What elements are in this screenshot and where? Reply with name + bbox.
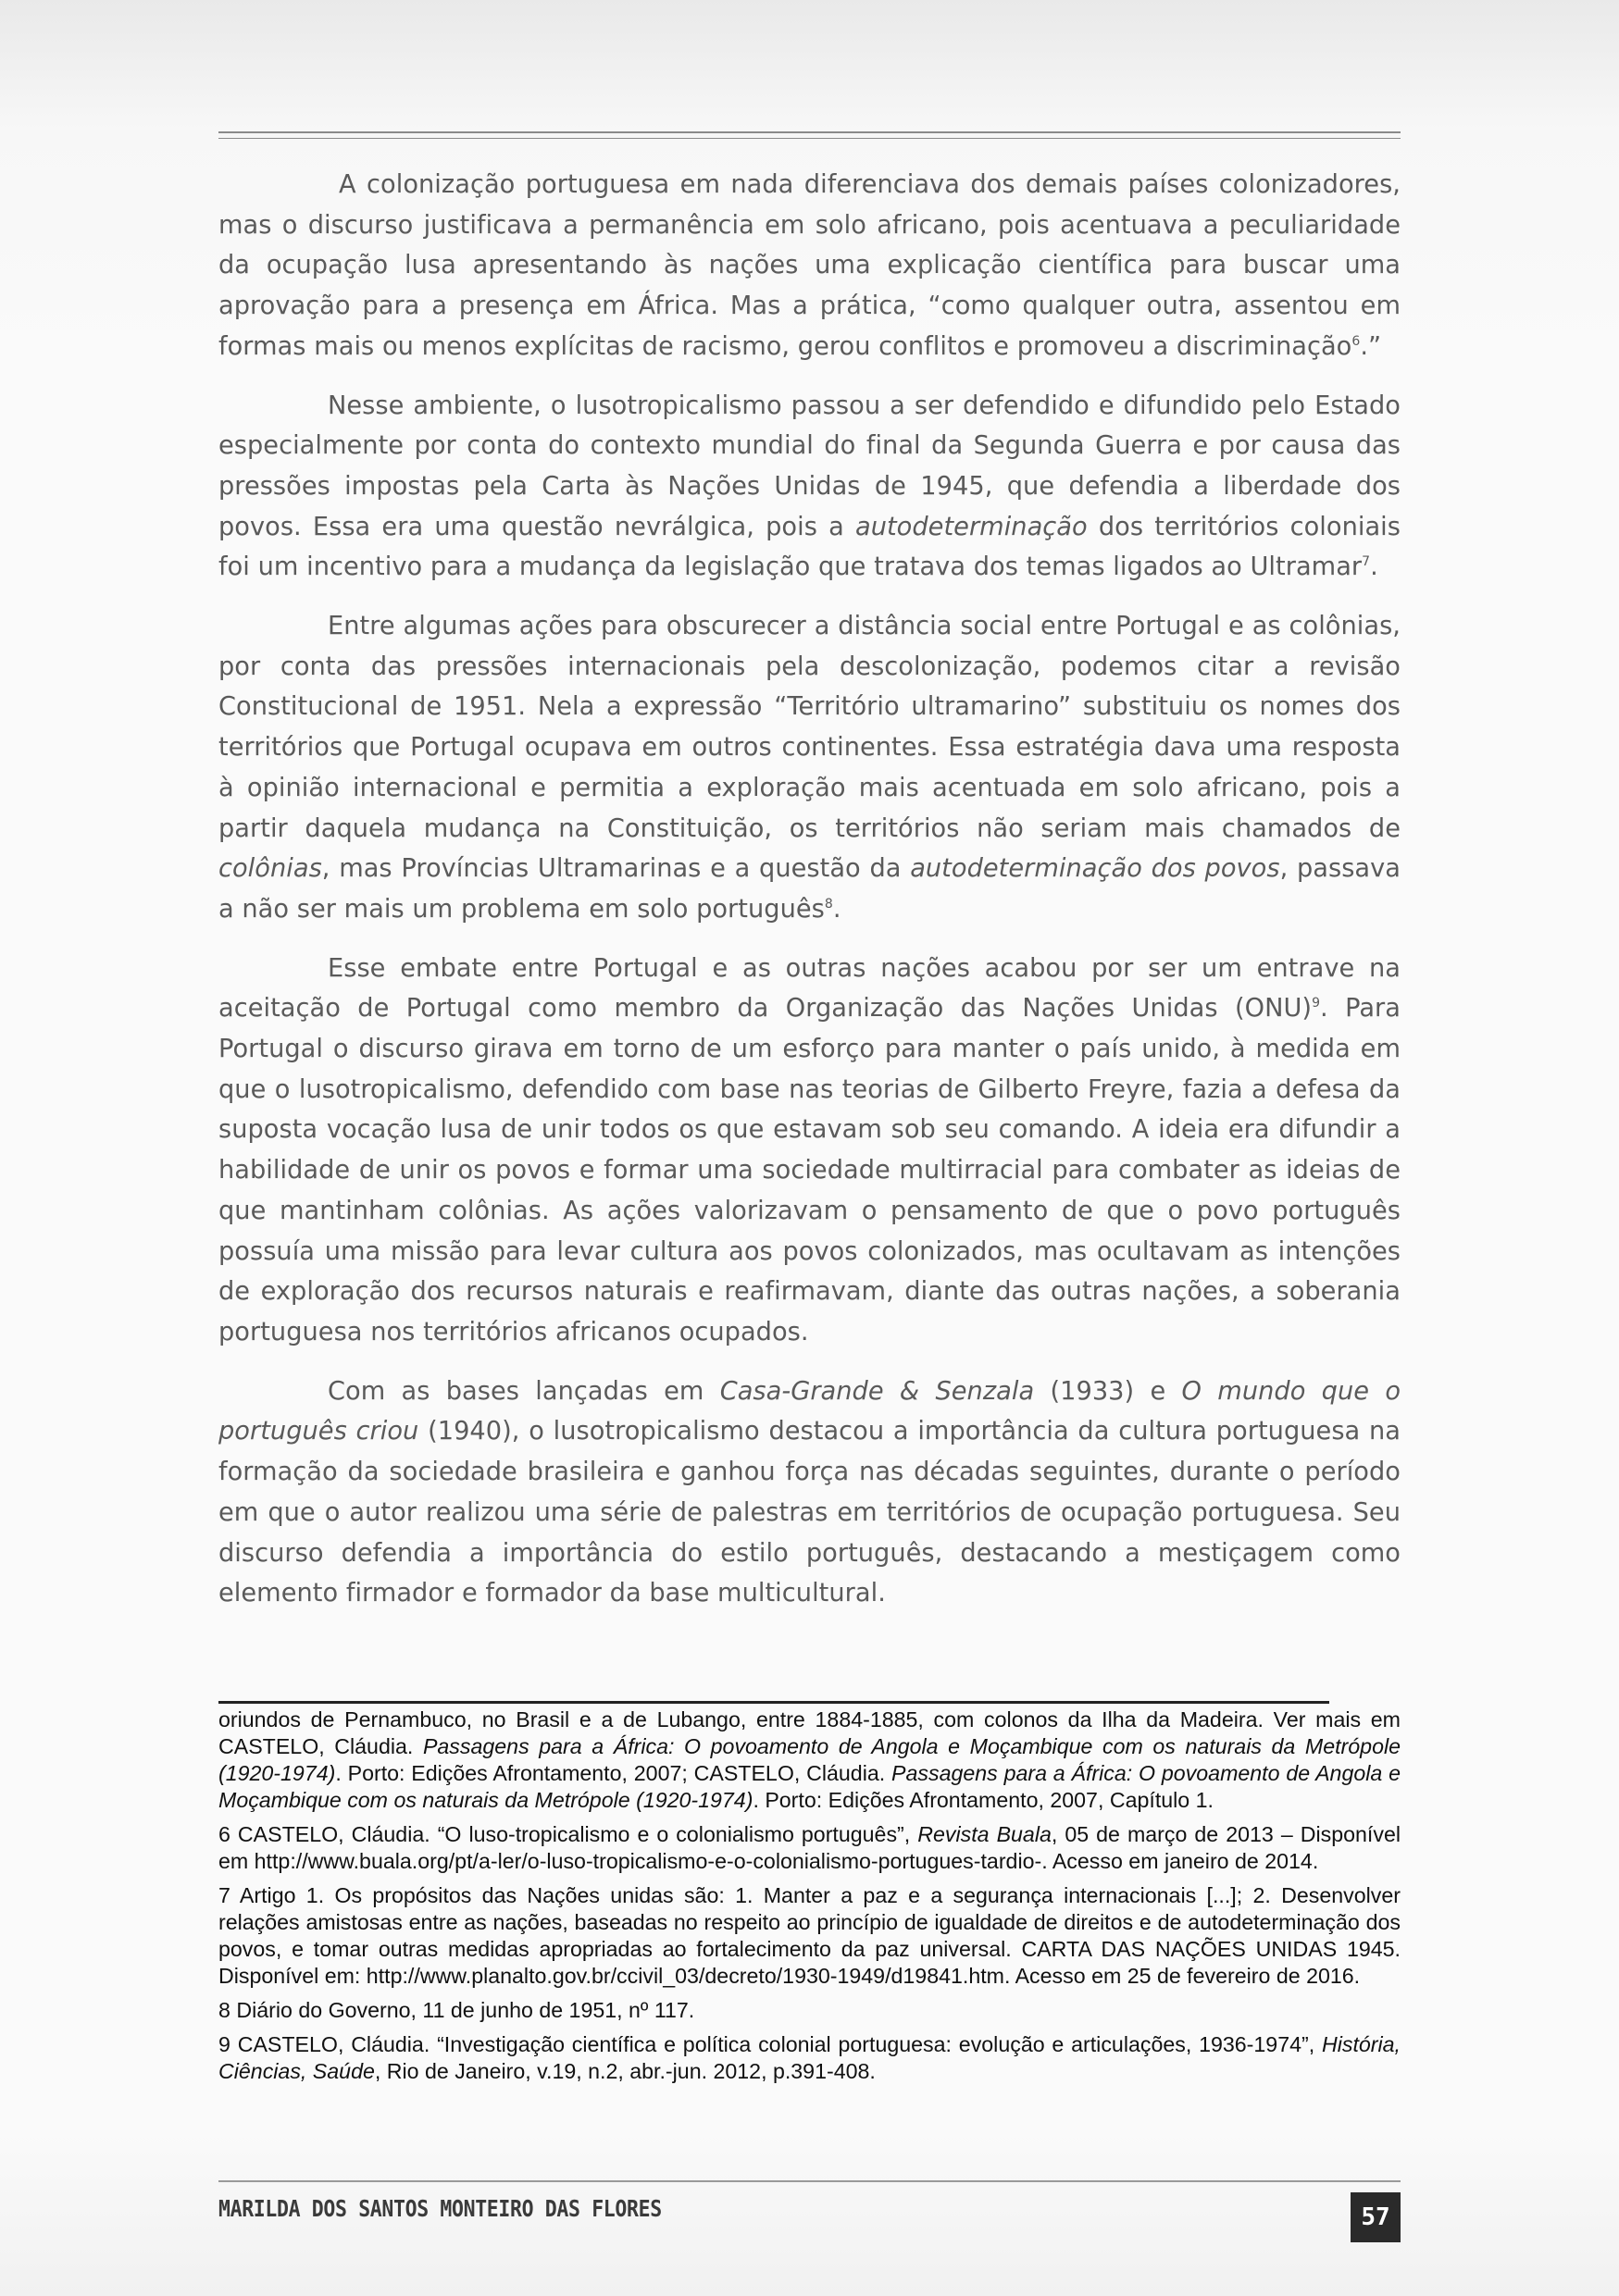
footnote-ref-7[interactable]: 7 [1362,554,1371,570]
footnote-7-text: 7 Artigo 1. Os propósitos das Nações unidas são: 1. Manter a paz e a segurança internacionais [...]; 2. Desenvolver relações amistosas entre as nações, baseadas no respeito ao princípio de igualdade de direitos e de autodeterminação dos povos, e tomar outras medidas apropriadas ao fortalecimento da paz universal. CARTA DAS NAÇÕES UNIDAS 1945. Disponível em: http://www.planalto.gov.br/ccivil_03/decreto/1930-1949/d19841.htm. Acesso em 25 de fevereiro de 2016. [218,1883,1401,1988]
footnote-separator [218,1701,1329,1704]
body-text [218,165,1401,1632]
footnote-9-italic: História, Ciências, Saúde [218,2032,1401,2083]
paragraph-5-italic-2: O mundo que o português criou [218,1376,1401,1446]
paragraph-5-italic-1: Casa-Grande & Senzala [719,1376,1035,1406]
footnote-continuation-title-1: Passagens para a África: O povoamento de Angola e Moçambique com os naturais da Metrópole (1920-1974) [218,1734,1401,1785]
paragraph-3-text-c: , passava a não ser mais um problema em solo português [218,854,1401,924]
footnote-9-text: 9 CASTELO, Cláudia. “Investigação científica e política colonial portuguesa: evolução e articulações, 1936-1974”, [218,2032,1322,2056]
footnote-8 [218,1997,1401,2024]
paragraph-1-text: A colonização portuguesa em nada diferenciava dos demais países colonizadores, mas o discurso justificava a permanência em solo africano, pois acentuava a peculiaridade da ocupação lusa apresentando às nações uma explicação científica para buscar uma aprovação para a presença em África. Mas a prática, “como qualquer outra, assentou em formas mais ou menos explícitas de racismo, gerou conflitos e promoveu a discriminação [218,170,1401,361]
paragraph-1 [218,165,1401,367]
footnote-ref-8[interactable]: 8 [824,896,833,912]
paragraph-1-end: .” [1360,331,1382,361]
footnote-9 [218,2031,1401,2085]
paragraph-3-italic-1: colônias [218,854,322,884]
page-number: 57 [1351,2192,1401,2242]
header-rule-top [218,131,1401,133]
paragraph-2-text: Nesse ambiente, o lusotropicalismo passou a ser defendido e difundido pelo Estado especialmente por conta do contexto mundial do final da Segunda Guerra e por causa das pressões impostas pela Carta às Nações Unidas de 1945, que defendia a liberdade dos povos. Essa era uma questão nevrálgica, pois a [218,391,1401,541]
paragraph-3 [218,606,1401,930]
paragraph-5 [218,1371,1401,1614]
footnotes [218,1706,1401,2092]
footnote-continuation-title-2: Passagens para a África: O povoamento de Angola e Moçambique com os naturais da Metrópole (1920-1974) [218,1761,1401,1812]
paragraph-2-italic: autodeterminação [854,512,1088,541]
footnote-6 [218,1821,1401,1875]
paragraph-3-text: Entre algumas ações para obscurecer a distância social entre Portugal e as colônias, por conta das pressões internacionais pela descolonização, podemos citar a revisão Constitucional de 1951. Nela a expressão “Território ultramarino” substituiu os nomes dos territórios que Portugal ocupava em outros continentes. Essa estratégia dava uma resposta à opinião internacional e permitia a exploração mais acentuada em solo africano, pois a partir daquela mudança na Constituição, os territórios não seriam mais chamados de [218,612,1401,843]
header-rule-bottom [218,138,1401,139]
footer-author: MARILDA DOS SANTOS MONTEIRO DAS FLORES [218,2195,662,2222]
paragraph-2-text-b: dos territórios coloniais foi um incentivo para a mudança da legislação que tratava dos temas ligados ao Ultramar [218,512,1401,582]
footnote-ref-6[interactable]: 6 [1351,333,1361,349]
paragraph-2 [218,386,1401,589]
paragraph-3-end: . [832,894,841,924]
paragraph-3-italic-2: autodeterminação dos povos [910,854,1280,884]
footnote-6-text: 6 CASTELO, Cláudia. “O luso-tropicalismo e o colonialismo português”, [218,1822,918,1846]
paragraph-4 [218,949,1401,1353]
footnote-8-text: 8 Diário do Governo, 11 de junho de 1951, nº 117. [218,1998,695,2022]
paragraph-3-text-b: , mas Províncias Ultramarinas e a questão da [321,854,911,884]
footnote-6-italic: Revista Buala [917,1822,1052,1846]
footnote-continuation-text-c: . Porto: Edições Afrontamento, 2007, Capítulo 1. [753,1788,1214,1812]
paragraph-2-end: . [1370,552,1378,582]
paragraph-4-text: Esse embate entre Portugal e as outras nações acabou por ser um entrave na aceitação de Portugal como membro da Organização das Nações Unidas (ONU) [218,953,1401,1024]
footnote-7 [218,1882,1401,1990]
footnote-continuation-text-b: . Porto: Edições Afrontamento, 2007; CASTELO, Cláudia. [335,1761,892,1785]
footnote-continuation [218,1706,1401,1814]
footnote-ref-9[interactable]: 9 [1312,996,1321,1011]
paragraph-4-text-b: . Para Portugal o discurso girava em torno de um esforço para manter o país unido, à medida em que o lusotropicalismo, defendido com base nas teorias de Gilberto Freyre, fazia a defesa da suposta vocação lusa de unir todos os que estavam sob seu comando. A ideia era difundir a habilidade de unir os povos e formar uma sociedade multirracial para combater as ideias de que mantinham colônias. As ações valorizavam o pensamento de que o povo português possuía uma missão para levar cultura aos povos colonizados, mas ocultavam as intenções de exploração dos recursos naturais e reafirmavam, diante das outras nações, a soberania portuguesa nos territórios africanos ocupados. [218,994,1401,1347]
footer-rule [218,2180,1401,2182]
paragraph-5-text-b: (1933) e [1034,1376,1182,1406]
footnote-6-text-b: , 05 de março de 2013 – Disponível em http://www.buala.org/pt/a-ler/o-luso-tropicalismo-e-o-colonialismo-portugues-tardio-. Acesso em janeiro de 2014. [218,1822,1401,1873]
footnote-9-text-b: , Rio de Janeiro, v.19, n.2, abr.-jun. 2012, p.391-408. [374,2059,876,2083]
paragraph-5-text: Com as bases lançadas em [328,1376,720,1406]
footnote-continuation-text: oriundos de Pernambuco, no Brasil e a de Lubango, entre 1884-1885, com colonos da Ilha da Madeira. Ver mais em CASTELO, Cláudia. [218,1707,1401,1758]
paragraph-5-text-c: (1940), o lusotropicalismo destacou a importância da cultura portuguesa na formação da sociedade brasileira e ganhou força nas décadas seguintes, durante o período em que o autor realizou uma série de palestras em territórios de ocupação portuguesa. Seu discurso defendia a importância do estilo português, destacando a mestiçagem como elemento firmador e formador da base multicultural. [218,1417,1401,1608]
